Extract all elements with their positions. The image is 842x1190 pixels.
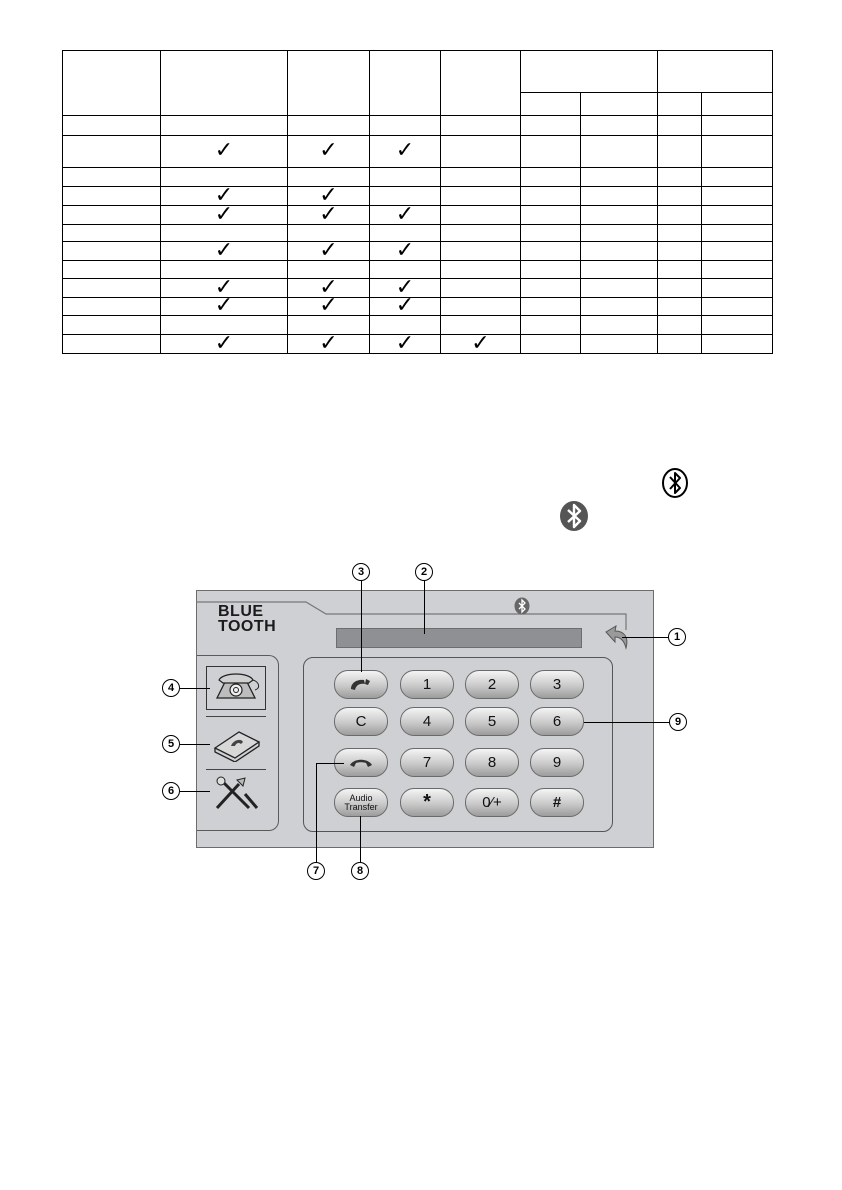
header-cell: [370, 51, 441, 116]
checkmark-icon: ✓: [319, 182, 338, 208]
checkmark-icon: ✓: [395, 274, 415, 300]
key-hash[interactable]: #: [530, 788, 584, 817]
key-5[interactable]: 5: [465, 707, 519, 736]
table-cell: [441, 187, 521, 206]
call-icon: [348, 678, 374, 692]
subheader-cell: [658, 93, 702, 116]
table-cell: [441, 242, 521, 261]
number-display: [336, 628, 582, 648]
checkmark-icon: ✓: [471, 330, 490, 356]
callout-line-7b: [316, 763, 344, 764]
table-cell: [658, 136, 702, 168]
key-star[interactable]: *: [400, 788, 454, 817]
callout-line-2: [424, 580, 425, 634]
table-cell: [581, 206, 658, 225]
table-cell: [63, 187, 161, 206]
audio-transfer-label-1: Audio: [349, 792, 373, 803]
key-9[interactable]: 9: [530, 748, 584, 777]
table-cell: [658, 242, 702, 261]
brand-line-2: TOOTH: [218, 618, 277, 635]
callout-9: 9: [669, 713, 687, 731]
table-cell: [521, 168, 581, 187]
checkmark-icon: ✓: [319, 201, 338, 227]
table-row: [63, 316, 773, 335]
callout-line-9: [584, 722, 670, 723]
table-cell: [441, 261, 521, 279]
table-cell: [441, 116, 521, 136]
table-row: [63, 225, 773, 242]
table-cell: [581, 335, 658, 354]
table-cell: [63, 206, 161, 225]
phonebook-icon[interactable]: [209, 722, 263, 762]
checkmark-icon: ✓: [319, 293, 338, 318]
table-cell: [63, 279, 161, 298]
checkmark-icon: ✓: [214, 237, 234, 263]
brand-line-1: BLUE: [218, 603, 264, 620]
table-cell: [581, 242, 658, 261]
end-call-icon: [348, 756, 374, 770]
bluetooth-outline-icon: [661, 468, 689, 498]
compatibility-table: [62, 50, 773, 354]
table-cell: [581, 116, 658, 136]
table-cell: [288, 201, 370, 227]
key-2[interactable]: 2: [465, 670, 519, 699]
checkmark-icon: ✓: [214, 330, 234, 356]
subheader-cell: [702, 93, 773, 116]
menu-divider: [206, 769, 266, 770]
table-cell: [370, 237, 441, 263]
table-cell: [441, 330, 521, 356]
table-cell: [161, 237, 288, 263]
header-cell: [288, 51, 370, 116]
table-cell: [441, 168, 521, 187]
table-cell: [702, 206, 773, 225]
table-cell: [581, 187, 658, 206]
table-cell: [288, 330, 370, 356]
table-cell: [441, 136, 521, 168]
table-header-row: [63, 51, 773, 93]
table-cell: [702, 316, 773, 335]
subheader-cell: [581, 93, 658, 116]
callout-2: 2: [415, 563, 433, 581]
table-cell: [702, 298, 773, 316]
table-cell: [288, 237, 370, 263]
checkmark-icon: ✓: [214, 201, 234, 227]
table-cell: [441, 279, 521, 298]
table-cell: [161, 293, 288, 318]
table-cell: [658, 298, 702, 316]
table-cell: [370, 116, 441, 136]
table-cell: [521, 136, 581, 168]
table-cell: [288, 293, 370, 318]
table-cell: [702, 187, 773, 206]
checkmark-icon: ✓: [395, 330, 415, 356]
table-cell: [702, 335, 773, 354]
checkmark-icon: ✓: [214, 138, 234, 163]
checkmark-icon: ✓: [395, 138, 415, 163]
table-cell: [521, 335, 581, 354]
table-cell: [521, 279, 581, 298]
table-cell: [63, 261, 161, 279]
callout-line-1: [622, 637, 668, 638]
key-1[interactable]: 1: [400, 670, 454, 699]
table-row: [63, 335, 773, 354]
key-zero-plus[interactable]: 0⁄+: [465, 788, 519, 817]
callout-1: 1: [668, 628, 686, 646]
table-cell: [63, 116, 161, 136]
audio-transfer-label-2: Transfer: [344, 801, 378, 812]
table-cell: [63, 136, 161, 168]
table-cell: [370, 330, 441, 356]
checkmark-icon: ✓: [319, 274, 338, 300]
tools-icon[interactable]: [209, 774, 263, 814]
table-cell: [521, 316, 581, 335]
callout-line-7a: [316, 763, 317, 863]
clear-button[interactable]: C: [334, 707, 388, 736]
table-cell: [370, 293, 441, 318]
checkmark-icon: ✓: [319, 237, 338, 263]
table-cell: [581, 261, 658, 279]
table-cell: [521, 261, 581, 279]
table-cell: [581, 316, 658, 335]
table-cell: [63, 242, 161, 261]
table-cell: [702, 225, 773, 242]
back-arrow-icon[interactable]: [602, 624, 632, 652]
call-button[interactable]: [334, 670, 388, 699]
table-cell: [658, 206, 702, 225]
table-cell: [658, 116, 702, 136]
table-cell: [161, 330, 288, 356]
table-cell: [63, 316, 161, 335]
table-cell: [581, 168, 658, 187]
table-cell: [702, 242, 773, 261]
table-cell: [63, 225, 161, 242]
table-cell: [521, 225, 581, 242]
header-group-cell: [521, 51, 658, 93]
table-cell: [521, 298, 581, 316]
table-cell: [581, 136, 658, 168]
callout-3: 3: [352, 563, 370, 581]
table-cell: [702, 136, 773, 168]
checkmark-icon: ✓: [214, 274, 234, 300]
table-cell: [702, 116, 773, 136]
table-cell: [370, 136, 441, 168]
header-group-cell: [658, 51, 773, 93]
table-cell: [658, 187, 702, 206]
table-cell: [702, 279, 773, 298]
header-cell: [441, 51, 521, 116]
table-cell: [581, 225, 658, 242]
table-cell: [521, 116, 581, 136]
table-cell: [581, 298, 658, 316]
table-cell: [63, 168, 161, 187]
callout-7: 7: [307, 862, 325, 880]
bluetooth-filled-icon: [559, 500, 589, 532]
telephone-icon[interactable]: [209, 668, 263, 708]
menu-divider: [206, 716, 266, 717]
table-row: [63, 298, 773, 316]
bluetooth-brand-logo: [218, 604, 276, 634]
table-cell: [161, 136, 288, 168]
table-cell: [288, 116, 370, 136]
table-cell: [702, 168, 773, 187]
callout-4: 4: [162, 679, 180, 697]
table-row: [63, 136, 773, 168]
checkmark-icon: ✓: [395, 237, 415, 263]
checkmark-icon: ✓: [395, 201, 415, 227]
table-cell: [370, 168, 441, 187]
callout-6: 6: [162, 782, 180, 800]
table-row: [63, 116, 773, 136]
checkmark-icon: ✓: [214, 293, 234, 318]
table-cell: [658, 316, 702, 335]
table-row: [63, 261, 773, 279]
callout-line-4: [180, 688, 210, 689]
callout-5: 5: [162, 735, 180, 753]
checkmark-icon: ✓: [395, 293, 415, 318]
table-cell: [63, 335, 161, 354]
table-cell: [521, 206, 581, 225]
table-cell: [658, 225, 702, 242]
table-row: [63, 242, 773, 261]
table-cell: [161, 201, 288, 227]
table-row: [63, 206, 773, 225]
table-cell: [288, 136, 370, 168]
table-cell: [441, 225, 521, 242]
callout-line-6: [180, 791, 210, 792]
checkmark-icon: ✓: [319, 330, 338, 356]
header-cell: [63, 51, 161, 116]
table-cell: [658, 335, 702, 354]
header-cell: [161, 51, 288, 116]
table-cell: [658, 168, 702, 187]
table-cell: [521, 187, 581, 206]
table-cell: [441, 206, 521, 225]
checkmark-icon: ✓: [214, 182, 234, 208]
table-cell: [581, 279, 658, 298]
table-cell: [161, 116, 288, 136]
table-row: [63, 168, 773, 187]
table-row: [63, 187, 773, 206]
callout-line-3: [361, 580, 362, 672]
key-7[interactable]: 7: [400, 748, 454, 777]
key-3[interactable]: 3: [530, 670, 584, 699]
subheader-cell: [521, 93, 581, 116]
key-8[interactable]: 8: [465, 748, 519, 777]
table-cell: [63, 298, 161, 316]
checkmark-icon: ✓: [319, 138, 338, 163]
table-cell: [702, 261, 773, 279]
callout-line-8: [360, 816, 361, 862]
table-cell: [441, 298, 521, 316]
callout-8: 8: [351, 862, 369, 880]
callout-line-5: [180, 744, 210, 745]
key-6[interactable]: 6: [530, 707, 584, 736]
key-4[interactable]: 4: [400, 707, 454, 736]
table-cell: [658, 279, 702, 298]
bluetooth-icon: [514, 597, 530, 615]
table-cell: [521, 242, 581, 261]
audio-transfer-button[interactable]: [334, 788, 388, 817]
table-cell: [658, 261, 702, 279]
table-cell: [370, 201, 441, 227]
table-row: [63, 279, 773, 298]
